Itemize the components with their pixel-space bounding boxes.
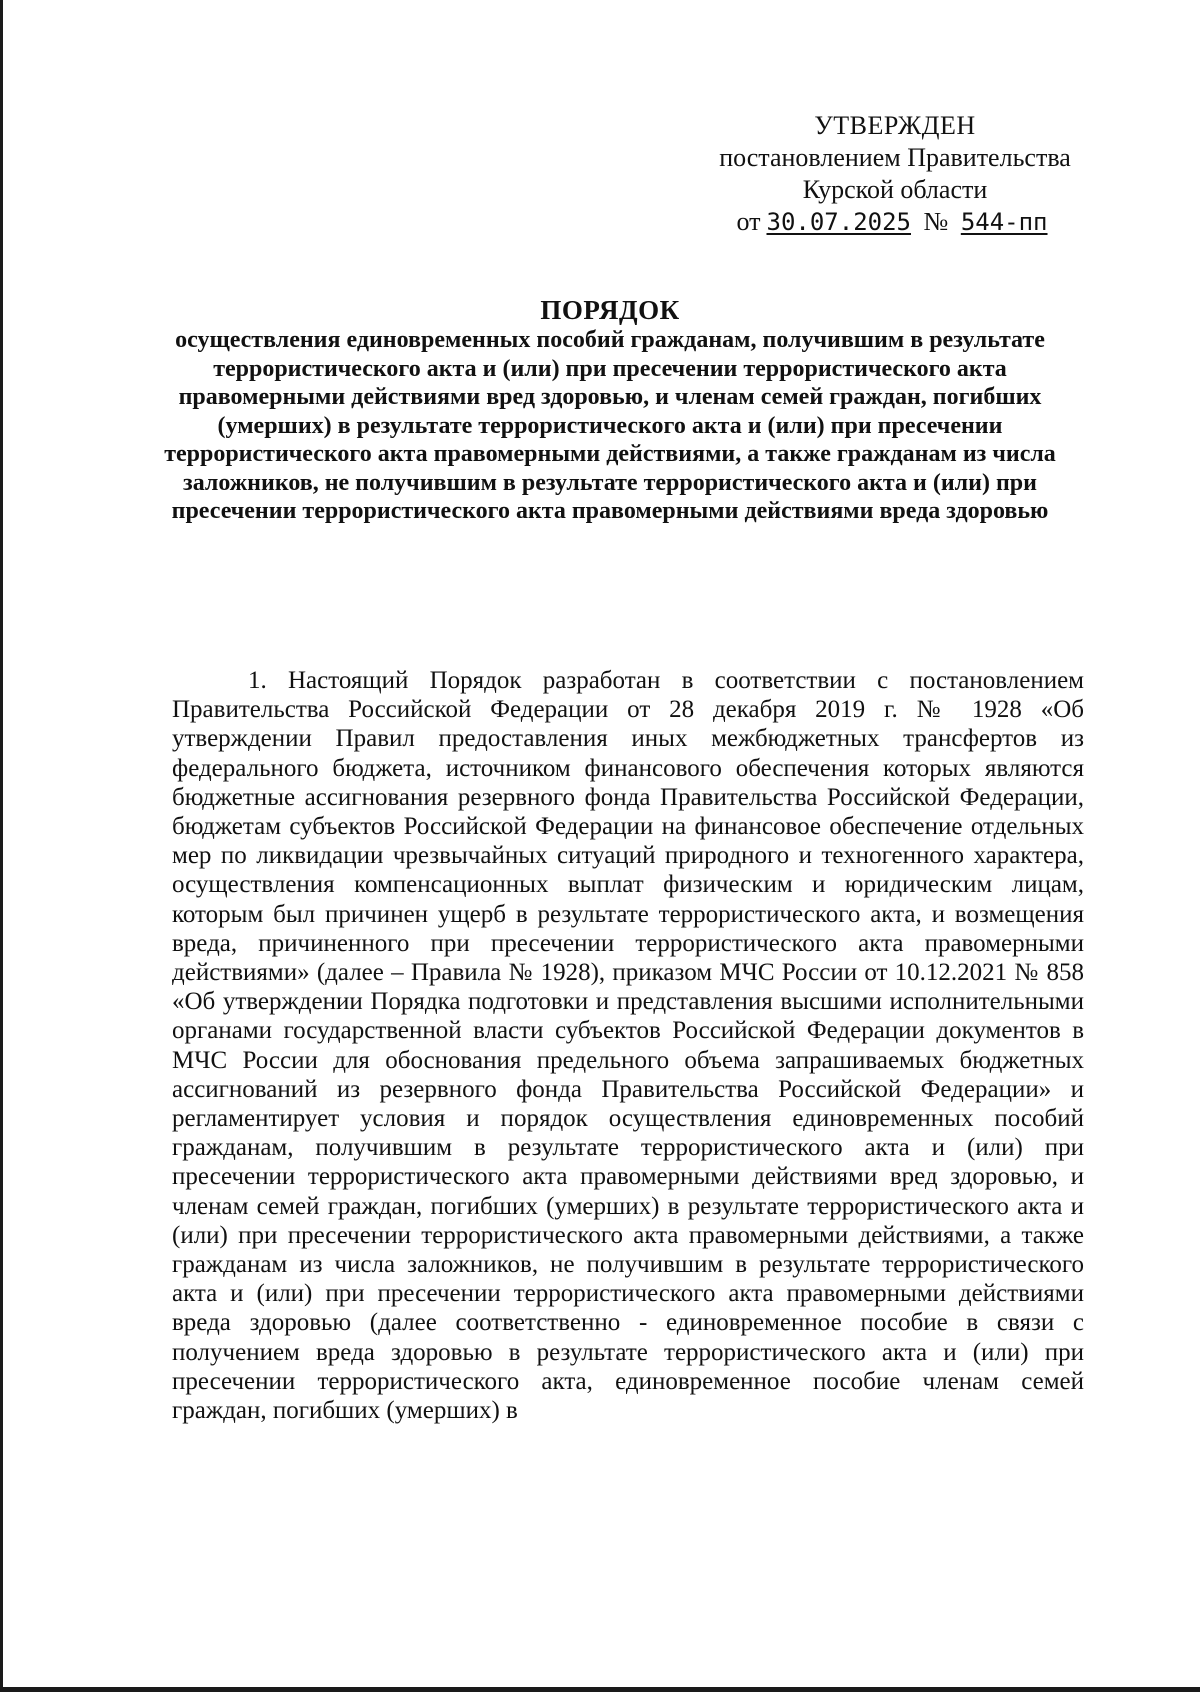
document-title-block [160,294,1060,526]
number-sign: № [923,207,949,236]
scan-edge-bottom [0,1687,1200,1692]
document-subtitle: осуществления единовременных пособий гражданам, получившим в результате террористического акта и (или) при пресечении террористического акта правомерными действиями вред здоровью, и членам семей граждан, погибших (умерших) в результате террористического акта и (или) при пресечении террористического акта правомерными действиями, а также гражданам из числа заложников, не получившим в результате террористического акта и (или) при пресечении террористического акта правомерными действиями вреда здоровью [164,327,1056,524]
document-title: ПОРЯДОК [540,295,680,325]
approval-line-2: Курской области [802,175,988,204]
body-paragraph-1: 1. Настоящий Порядок разработан в соответствии с постановлением Правительства Российской Федерации от 28 декабря 2019 г. № 1928 «Об утверждении Правил предоставления иных межбюджетных трансфертов из федерального бюджета, источником финансового обеспечения которых являются бюджетные ассигнования резервного фонда Правительства Российской Федерации, бюджетам субъектов Российской Федерации на финансовое обеспечение отдельных мер по ликвидации чрезвычайных ситуаций природного и техногенного характера, осуществления компенсационных выплат физическим и юридическим лицам, которым был причинен ущерб в результате террористического акта, и возмещения вреда, причиненного при пресечении террористического акта правомерными действиями» (далее – Правила № 1928), приказом МЧС России от 10.12.2021 № 858 «Об утверждении Порядка подготовки и представления высшими исполнительными органами государственной власти субъектов Российской Федерации документов в МЧС России для обоснования предельного объема запрашиваемых бюджетных ассигнований из резервного фонда Правительства Российской Федерации» и регламентирует условия и порядок осуществления единовременных пособий гражданам, получившим в результате террористического акта и (или) при пресечении террористического акта правомерными действиями вред здоровью, и членам семей граждан, погибших (умерших) в результате террористического акта и (или) при пресечении террористического акта правомерными действиями, а также гражданам из числа заложников, не получившим в результате террористического акта и (или) при пресечении террористического акта правомерными действиями вреда здоровью (далее соответственно - единовременное пособие в связи с получением вреда здоровью в результате террористического акта и (или) при пресечении террористического акта, единовременное пособие членам семей граждан, погибших (умерших) в [172,667,1084,1425]
approval-date: 30.07.2025 [766,208,911,236]
date-prefix: от [736,207,761,236]
approval-number: 544-пп [960,208,1048,236]
approval-block [700,110,1090,238]
scan-edge-left [0,0,3,1692]
approval-line-1: постановлением Правительства [719,143,1071,172]
approval-date-line [700,206,1090,238]
approved-heading: УТВЕРЖДЕН [814,111,976,140]
